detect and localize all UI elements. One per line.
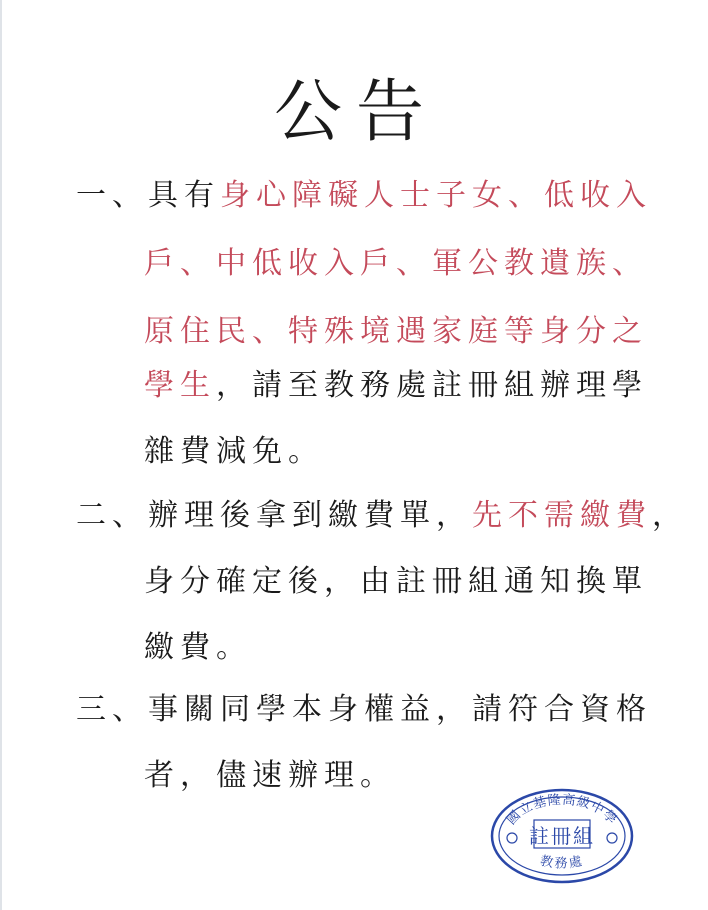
svg-text:教務處: 教務處 xyxy=(538,853,586,872)
item-2-line-3 xyxy=(144,628,252,668)
text-segment: 先不需繳費 xyxy=(472,498,652,533)
page-title: 公告 xyxy=(273,73,438,152)
item-1-line-3 xyxy=(144,312,648,352)
text-segment: 三、事關同學本身權益，請符合資格 xyxy=(76,692,652,727)
text-segment: 身心障礙人士子女、低收入 xyxy=(220,178,652,213)
text-segment: 身分確定後，由註冊組通知換單 xyxy=(144,564,648,599)
item-3-line-2 xyxy=(144,756,396,796)
stamp-center-text: 註冊組 xyxy=(529,824,595,848)
text-segment: ， xyxy=(652,498,688,533)
item-1-line-5 xyxy=(144,432,324,472)
text-segment: 繳費。 xyxy=(144,630,252,665)
text-segment: 二、辦理後拿到繳費單， xyxy=(76,498,472,533)
official-stamp xyxy=(488,786,636,886)
text-segment: 雜費減免。 xyxy=(144,434,324,469)
text-segment: 戶、中低收入戶、軍公教遺族、 xyxy=(144,246,648,281)
item-1-line-2 xyxy=(144,244,648,284)
text-segment: 原住民、特殊境遇家庭等身分之 xyxy=(144,314,648,349)
item-3-line-1 xyxy=(76,690,652,730)
item-1-line-1 xyxy=(76,176,652,216)
svg-text:國立基隆高級中學: 國立基隆高級中學 xyxy=(504,792,620,828)
text-segment: 者，儘速辦理。 xyxy=(144,758,396,793)
item-2-line-2 xyxy=(144,562,648,602)
text-segment: 一、具有 xyxy=(76,178,220,213)
item-2-line-1 xyxy=(76,496,688,536)
text-segment: 學生 xyxy=(144,368,216,403)
text-segment: ，請至教務處註冊組辦理學 xyxy=(216,368,648,403)
item-1-line-4 xyxy=(144,366,648,406)
